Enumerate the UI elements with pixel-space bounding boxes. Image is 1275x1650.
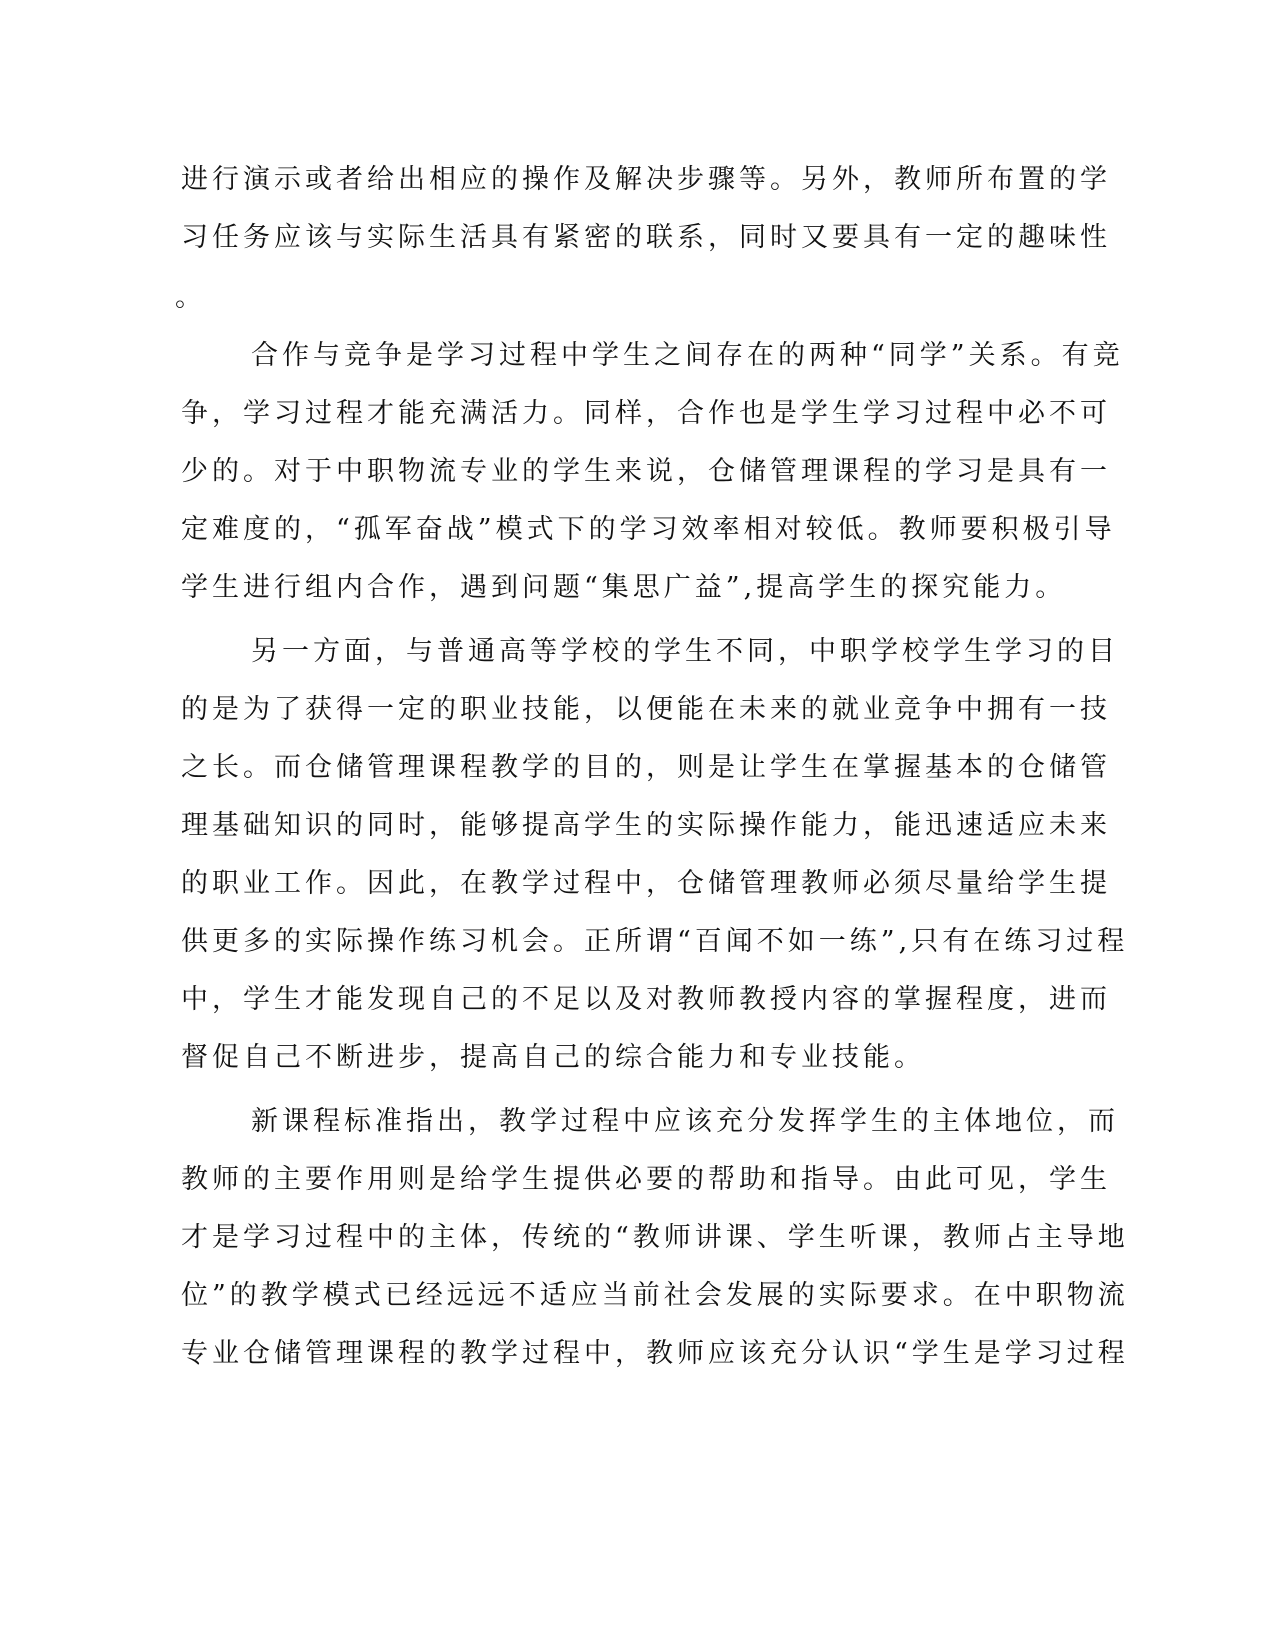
text-line: 的职业工作。因此，在教学过程中，仓储管理教师必须尽量给学生提 — [181, 868, 1111, 899]
text-line: 位”的教学模式已经远远不适应当前社会发展的实际要求。在中职物流 — [181, 1280, 1129, 1311]
paragraph-first-line: 新课程标准指出，教学过程中应该充分发挥学生的主体地位，而 — [251, 1106, 1119, 1137]
paragraph-first-line: 另一方面，与普通高等学校的学生不同，中职学校学生学习的目 — [251, 636, 1119, 667]
text-line: 的是为了获得一定的职业技能，以便能在未来的就业竞争中拥有一技 — [181, 694, 1111, 725]
text-line: 理基础知识的同时，能够提高学生的实际操作能力，能迅速适应未来 — [181, 810, 1111, 841]
text-line: 督促自己不断进步，提高自己的综合能力和专业技能。 — [181, 1042, 925, 1073]
paragraph-first-line: 合作与竞争是学习过程中学生之间存在的两种“同学”关系。有竞 — [251, 340, 1124, 371]
text-line: 学生进行组内合作，遇到问题“集思广益”,提高学生的探究能力。 — [181, 572, 1067, 603]
text-line: 专业仓储管理课程的教学过程中，教师应该充分认识“学生是学习过程 — [181, 1338, 1129, 1369]
text-line: 争，学习过程才能充满活力。同样，合作也是学生学习过程中必不可 — [181, 398, 1111, 429]
text-line: 教师的主要作用则是给学生提供必要的帮助和指导。由此可见，学生 — [181, 1164, 1111, 1195]
text-line: 。 — [175, 282, 206, 313]
text-line: 供更多的实际操作练习机会。正所谓“百闻不如一练”,只有在练习过程 — [181, 926, 1129, 957]
text-line: 中，学生才能发现自己的不足以及对教师教授内容的掌握程度，进而 — [181, 984, 1111, 1015]
text-line: 少的。对于中职物流专业的学生来说，仓储管理课程的学习是具有一 — [181, 456, 1111, 487]
text-line: 进行演示或者给出相应的操作及解决步骤等。另外，教师所布置的学 — [181, 164, 1111, 195]
text-line: 定难度的，“孤军奋战”模式下的学习效率相对较低。教师要积极引导 — [181, 514, 1116, 545]
text-line: 习任务应该与实际生活具有紧密的联系，同时又要具有一定的趣味性 — [181, 222, 1111, 253]
text-line: 之长。而仓储管理课程教学的目的，则是让学生在掌握基本的仓储管 — [181, 752, 1111, 783]
text-line: 才是学习过程中的主体，传统的“教师讲课、学生听课，教师占主导地 — [181, 1222, 1129, 1253]
